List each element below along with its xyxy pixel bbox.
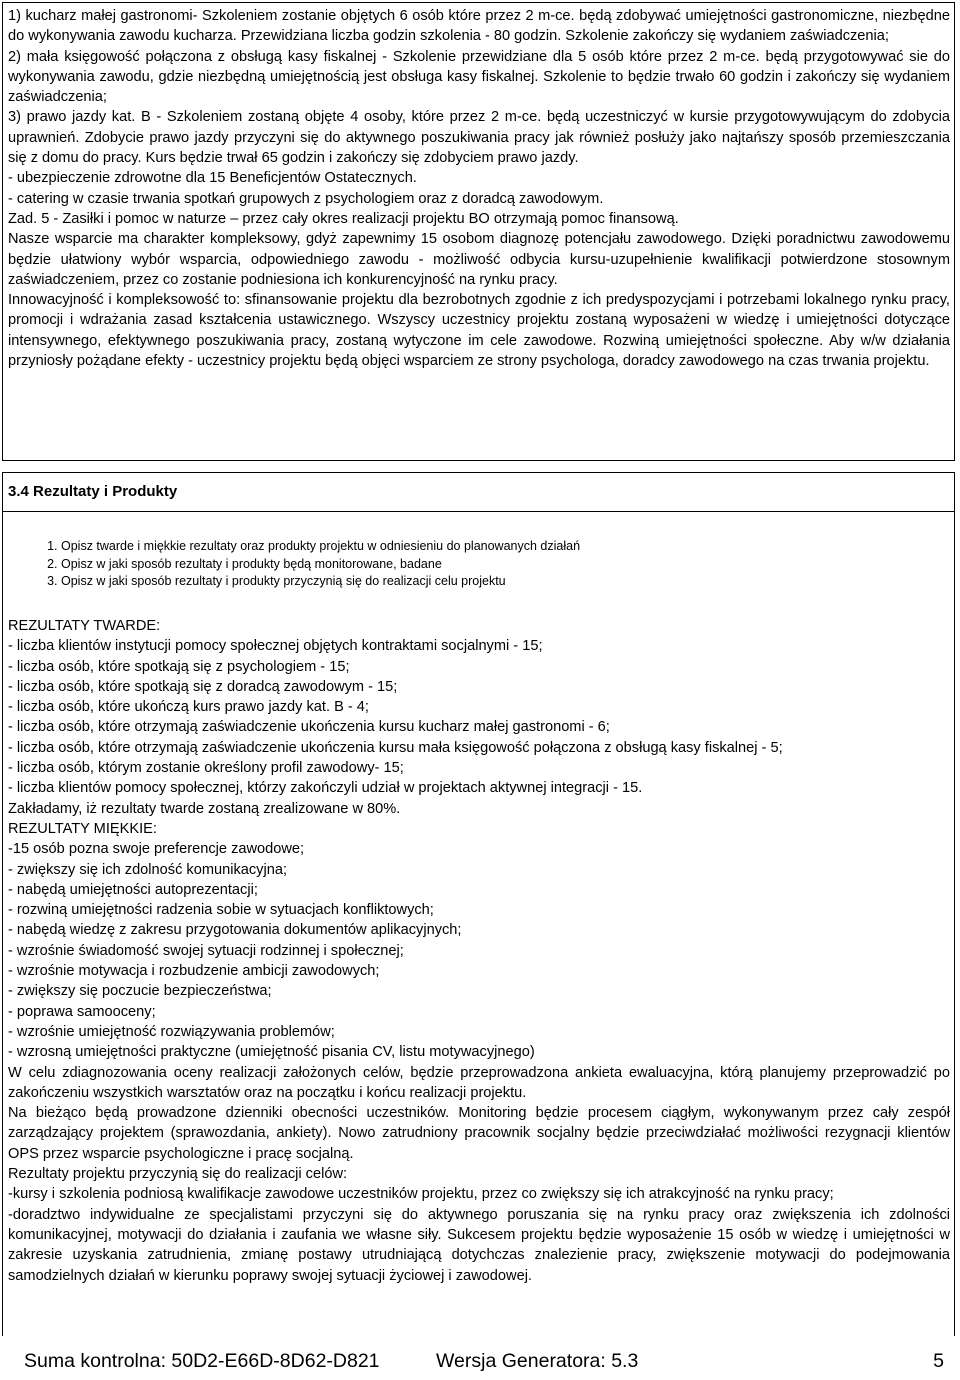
activities-description-box [2, 2, 955, 461]
paragraph: Zad. 5 - Zasiłki i pomoc w naturze – przez cały okres realizacji projektu BO otrzymają pomoc finansową. [8, 210, 679, 227]
text-line: - zwiększy się ich zdolność komunikacyjna; [8, 861, 288, 878]
text-line: - liczba osób, które otrzymają zaświadczenie ukończenia kursu mała księgowość połączona z obsługą kasy fiskalnej - 5; [8, 739, 783, 756]
paragraph: - catering w czasie trwania spotkań grupowych z psychologiem oraz z doradcą zawodowym. [8, 190, 604, 207]
paragraph: 1) kucharz małej gastronomi- Szkoleniem zostanie objętych 6 osób które przez 2 m-ce. będą zdobywać umiejętności gastronomiczne, niezbędne do wykonywania zawodu kucharza. Przewidziana liczba godzin szkolenia - 80 godzin. Szkolenie zakończy się wydaniem zaświadczenia; [8, 8, 950, 45]
text-line: - liczba osób, którym zostanie określony profil zawodowy- 15; [8, 760, 404, 777]
results-text [8, 616, 950, 1286]
question-item: 3. Opisz w jaki sposób rezultaty i produkty przyczynią się do realizacji celu projektu [61, 573, 580, 591]
text-line: Rezultaty projektu przyczynią się do realizacji celów: [8, 1166, 348, 1183]
section-header-box [2, 472, 955, 512]
text-line: - wzrośnie umiejętność rozwiązywania problemów; [8, 1023, 335, 1040]
text-line: - nabędą wiedzę z zakresu przygotowania dokumentów aplikacyjnych; [8, 922, 462, 939]
paragraph: 2) mała księgowość połączona z obsługą kasy fiskalnej - Szkolenie przewidziane dla 5 osób które przez 2 m-ce. będą przygotowywać sie do wykonywania zawodu, gdzie niezbędną umiejętnością jest obsługa kasy fiskalnej. Szkolenie to będzie trwało 60 godzin i zakończy się wydaniem zaświadczenia; [8, 48, 950, 106]
guidance-questions [45, 538, 580, 591]
text-line: - rozwiną umiejętności radzenia sobie w sytuacjach konfliktowych; [8, 902, 434, 919]
text-line: -doradztwo indywidualne ze specjalistami przyczyni się do aktywnego poruszania się na rynku pracy oraz zwiększenia ich zdolności komunikacyjnej, motywacji do działania i zaufania we własne siły. Sukcesem projektu będzie wyposażenie 15 osób w wiedzę i umiejętności w zakresie uzyskania zatrudnienia, zmianę postawy utrudniającą dotychczas znalezienie pracy, zwiększenie motywacji do podejmowania samodzielnych działań w kierunku poprawy swojej sytuacji życiowej i zawodowej. [8, 1206, 950, 1284]
text-line: - liczba klientów instytucji pomocy społecznej objętych kontraktami socjalnymi - 15; [8, 638, 543, 655]
text-line: REZULTATY MIĘKKIE: [8, 820, 157, 837]
text-line: Na bieżąco będą prowadzone dzienniki obecności uczestników. Monitoring będzie procesem ciągłym, wykonywanym przez cały zespół zarządzający projektem (sprawozdania, ankiety). Nowo zatrudniony pracownik socjalny będzie przeciwdziałać możliwości rezygnacji klientów OPS przez wsparcie psychologiczne i pracę socjalną. [8, 1105, 950, 1162]
question-item: 2. Opisz w jaki sposób rezultaty i produkty będą monitorowane, badane [61, 556, 580, 574]
text-line: W celu zdiagnozowania oceny realizacji założonych celów, będzie przeprowadzona ankieta ewaluacyjna, którą planujemy przeprowadzić po zakończeniu wszystkich warsztatów oraz na początku i końcu realizacji projektu. [8, 1064, 950, 1101]
text-line: - poprawa samooceny; [8, 1003, 156, 1020]
paragraph: Innowacyjność i kompleksowość to: sfinansowanie projektu dla bezrobotnych zgodnie z ich predyspozycjami i potrzebami lokalnego rynku pracy, promocji i wdrażania zasad kształcenia ustawicznego. Wszyscy uczestnicy projektu zostaną wyposażeni w wiedzę i umiejętności dotyczące intensywnego, efektywnego poszukiwania pracy, zostaną wytyczone im cele zawodowe. Rozwiną umiejętności społeczne. Aby w/w działania przyniosły pożądane efekty - uczestnicy projektu będą objęci wsparciem ze strony psychologa, doradcy zawodowego na czas trwania projektu. [8, 292, 950, 370]
text-line: - wzrośnie motywacja i rozbudzenie ambicji zawodowych; [8, 963, 380, 980]
page-number: 5 [933, 1350, 944, 1372]
generator-version: Wersja Generatora: 5.3 [436, 1350, 639, 1372]
text-line: - zwiększy się poczucie bezpieczeństwa; [8, 983, 272, 1000]
paragraph: Nasze wsparcie ma charakter kompleksowy, gdyż zapewnimy 15 osobom diagnozę potencjału zawodowego. Dzięki poradnictwu zawodowemu będzie ułatwiony wybór wsparcia, odpowiedniego zawodu - możliwość odbycia kursu-uzupełnienie kwalifikacji potwierdzone stosownym zaświadczeniem, przez co zostanie podniesiona ich konkurencyjność na rynku pracy. [8, 231, 950, 288]
checksum-text: Suma kontrolna: 50D2-E66D-8D62-D821 [24, 1350, 380, 1372]
question-item: 1. Opisz twarde i miękkie rezultaty oraz produkty projektu w odniesieniu do planowanych działań [61, 538, 580, 556]
results-box [2, 512, 955, 1336]
text-line: - liczba osób, które spotkają się z doradcą zawodowym - 15; [8, 678, 398, 695]
text-line: - liczba klientów pomocy społecznej, którzy zakończyli udział w projektach aktywnej integracji - 15. [8, 780, 643, 797]
text-line: Zakładamy, iż rezultaty twarde zostaną zrealizowane w 80%. [8, 800, 401, 817]
text-line: - liczba osób, które ukończą kurs prawo jazdy kat. B - 4; [8, 699, 369, 716]
paragraph: - ubezpieczenie zdrowotne dla 15 Beneficjentów Ostatecznych. [8, 170, 417, 187]
section-heading: 3.4 Rezultaty i Produkty [8, 483, 178, 500]
text-line: -15 osób pozna swoje preferencje zawodowe; [8, 841, 305, 858]
text-line: - wzrosną umiejętności praktyczne (umiejętność pisania CV, listu motywacyjnego) [8, 1044, 535, 1061]
text-line: - liczba osób, które otrzymają zaświadczenie ukończenia kursu kucharz małej gastronomi - 6; [8, 719, 610, 736]
text-line: - wzrośnie świadomość swojej sytuacji rodzinnej i społecznej; [8, 942, 404, 959]
text-line: REZULTATY TWARDE: [8, 618, 161, 634]
paragraph: 3) prawo jazdy kat. B - Szkoleniem zostaną objęte 4 osoby, które przez 2 m-ce. będą uczestniczyć w kursie przygotowywującym do zdobycia uprawnień. Zdobycie prawo jazdy przyczyni się do aktywnego poszukiwania pracy jak również posłuży jako najtańszy sposób przemieszczania się z domu do pracy. Kurs będzie trwał 65 godzin i zakończy się zdobyciem prawo jazdy. [8, 109, 950, 167]
text-line: - nabędą umiejętności autoprezentacji; [8, 881, 258, 898]
text-line: - liczba osób, które spotkają się z psychologiem - 15; [8, 658, 350, 675]
text-line: -kursy i szkolenia podniosą kwalifikacje zawodowe uczestników projektu, przez co zwiększy się ich atrakcyjność na rynku pracy; [8, 1186, 834, 1203]
